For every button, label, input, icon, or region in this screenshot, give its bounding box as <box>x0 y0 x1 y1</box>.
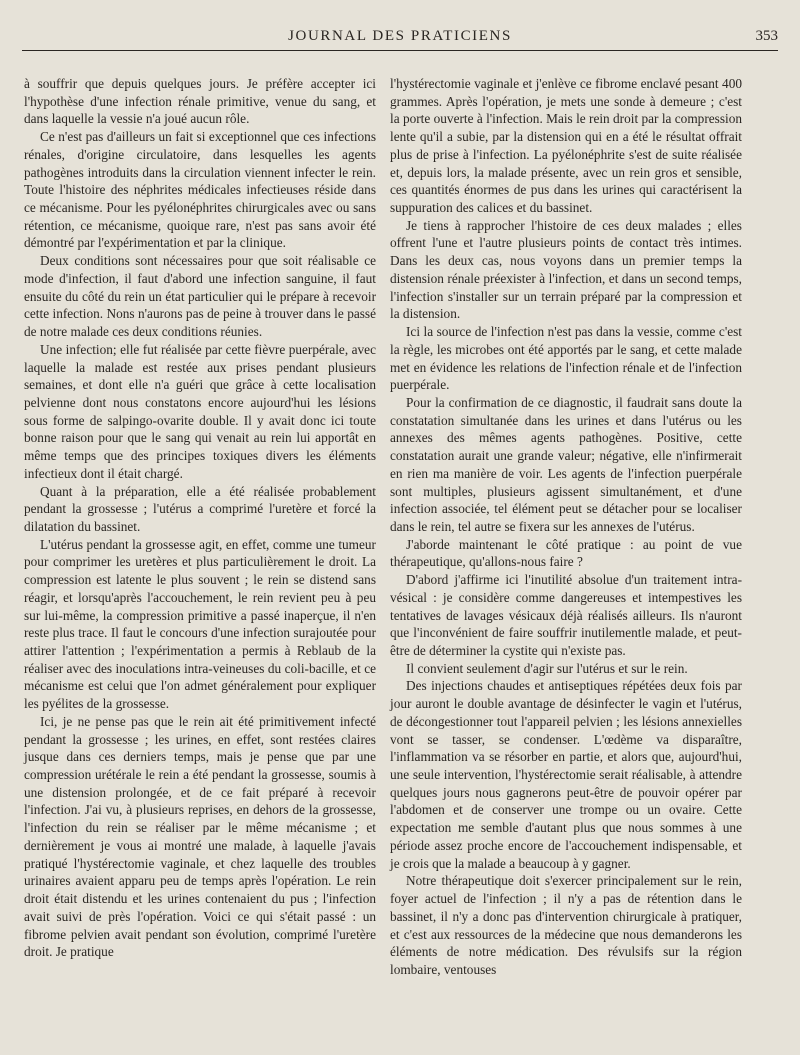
right-column <box>390 75 742 979</box>
page-number: 353 <box>755 28 778 44</box>
left-column <box>24 75 376 961</box>
paragraph: Pour la confirmation de ce diagnostic, il faudrait sans doute la constatation simultanée dans les urines et dans l'utérus ou les annexes des mêmes agents pathogènes. Positive, cette constatation aurait une grande valeur; négative, elle n'infirmerait en rien ma manière de voir. Les agents de l'infection puerpérale sont multiples, plusieurs agissent simultanément, et d'une infection associée, tel élément peut se détacher pour se localiser dans le rein, tel autre se fixera sur les annexes de l'utérus. <box>390 394 742 534</box>
paragraph: l'hystérectomie vaginale et j'enlève ce fibrome enclavé pesant 400 grammes. Après l'opération, je mets une sonde à demeure ; c'est la porte ouverte à l'infection. Mais le rein droit par la compression lente qu'il a subie, par la distension qui en a été le résultat offrait plus de prise à l'infection. La pyélonéphrite s'est de suite réalisée et, depuis lors, la malade présente, avec un rein gros et sensible, ces quantités énormes de pus dans les urines qui caractérisent la suppuration des calices et du bassinet. <box>390 76 742 216</box>
header-rule <box>22 50 778 51</box>
page-header <box>22 28 778 48</box>
paragraph: Ce n'est pas d'ailleurs un fait si exceptionnel que ces infections rénales, d'origine circulatoire, dans lesquelles les agents pathogènes introduits dans la circulation viennent infecter le rein. Toute l'histoire des néphrites médicales infectieuses réside dans ce mécanisme. Pour les pyélonéphrites chirurgicales avec ou sans rétention, ce mécanisme, quoique rare, n'est pas sans avoir été démontré par l'expérimentation et par la clinique. <box>24 129 376 251</box>
paragraph: Notre thérapeutique doit s'exercer principalement sur le rein, foyer actuel de l'infection ; il n'y a pas de rétention dans le bassinet, il n'y a donc pas d'intervention chirurgicale à pratiquer, et c'est aux ressources de la médecine que nous demanderons les éléments de notre médication. Des révulsifs sur la région lombaire, ventouses <box>390 873 742 977</box>
paragraph: D'abord j'affirme ici l'inutilité absolue d'un traitement intra-vésical : je considère comme dangereuses et intempestives les tentatives de lavages vésicaux déjà réalisés ailleurs. Ils n'auront que l'inconvénient de faire souffrir inutilementle malade, et peut-être de déterminer la cystite qui n'existe pas. <box>390 572 742 658</box>
paragraph: Une infection; elle fut réalisée par cette fièvre puerpérale, avec laquelle la malade est restée aux prises pendant plusieurs semaines, et dont elle n'a guéri que grâce à cette localisation pelvienne dont nous constatons encore aujourd'hui les lésions sous forme de salpingo-ovarite double. Il y avait donc ici toute bonne raison pour que le sang qui venait au rein lui apportât en même temps que des principes toxiques divers les éléments infectieux dont il était chargé. <box>24 341 376 481</box>
running-title: JOURNAL DES PRATICIENS <box>288 28 512 44</box>
paragraph: Ici la source de l'infection n'est pas dans la vessie, comme c'est la règle, les microbes ont été apportés par le sang, et cette malade met en évidence les relations de l'infection rénale et de l'infection puerpérale. <box>390 324 742 393</box>
paragraph: Ici, je ne pense pas que le rein ait été primitivement infecté pendant la grossesse ; les urines, en effet, sont restées claires jusque dans ces derniers temps, mais je pense que par une compression urétérale le rein a été pendant la grossesse, soumis à une distension prolongée, et de ce fait préparé à recevoir l'infection. J'ai vu, à plusieurs reprises, en dehors de la grossesse, l'infection du rein se réaliser par le même mécanisme ; et dernièrement je vous ai montré une malade, à laquelle j'avais pratiqué l'hystérectomie vaginale, et chez laquelle des troubles urinaires avaient apparu peu de temps après l'opération. Le rein droit était distendu et les urines contenaient du pus ; l'infection avait suivi de près l'opération. Voici ce qui s'était passé : un fibrome pelvien avait pendant son évolution, comprimé l'uretère droit. Je pratique <box>24 713 376 960</box>
paragraph: à souffrir que depuis quelques jours. Je préfère accepter ici l'hypothèse d'une infection rénale primitive, venue du sang, et dans laquelle la vessie n'a joué aucun rôle. <box>24 76 376 127</box>
paragraph: Des injections chaudes et antiseptiques répétées deux fois par jour auront le double avantage de désinfecter le vagin et l'utérus, de décongestionner tout l'appareil pelvien ; les lésions annexielles vont se tasser, se condenser. L'œdème va disparaître, l'inflammation va se résorber en partie, et alors que, aujourd'hui, une seule intervention, l'hystérectomie serait réalisable, à attendre quelques jours nous gagnerons peut-être de pouvoir opérer par l'abdomen et de conserver une trompe ou un ovaire. Cette expectation me semble d'autant plus que nous sommes à une période assez proche encore de l'accouchement indispensable, et je crois que la malade a beaucoup à y gagner. <box>390 678 742 871</box>
paragraph: J'aborde maintenant le côté pratique : au point de vue thérapeutique, qu'allons-nous faire ? <box>390 536 742 570</box>
paragraph: Il convient seulement d'agir sur l'utérus et sur le rein. <box>406 660 688 676</box>
paragraph: Deux conditions sont nécessaires pour que soit réalisable ce mode d'infection, il faut d'abord une infection sanguine, il faut ensuite du côté du rein un état particulier qui le prépare à recevoir cette infection. Nons n'aurons pas de peine à trouver dans le passé de notre malade ces deux conditions réunies. <box>24 253 376 340</box>
paragraph: Je tiens à rapprocher l'histoire de ces deux malades ; elles offrent l'une et l'autre plusieurs points de contact très intimes. Dans les deux cas, nous voyons dans un premier temps la distension rénale préexister à l'infection, et dans un second temps, l'infection s'installer sur un terrain préparé par la compression et la distension. <box>390 217 742 322</box>
paragraph: Quant à la préparation, elle a été réalisée probablement pendant la grossesse ; l'utérus a comprimé l'uretère et forcé la dilatation du bassinet. <box>24 483 376 534</box>
paragraph: L'utérus pendant la grossesse agit, en effet, comme une tumeur pour comprimer les uretères et plus particulièrement le droit. La compression est latente le plus souvent ; le rein se distend sans réagir, et lorsqu'après l'accouchement, le rein revient peu à peu sur lui-même, la compression primitive a passé inaperçue, il n'en reste plus trace. Il faut le concours d'une infection surajoutée pour attirer l'attention ; l'expérimentation a permis à Reblaub de la réaliser avec des inoculations intra-veineuses du coli-bacille, et ce mécanisme est celui que l'on admet généralement pour expliquer les pyélites de la grossesse. <box>24 536 376 712</box>
